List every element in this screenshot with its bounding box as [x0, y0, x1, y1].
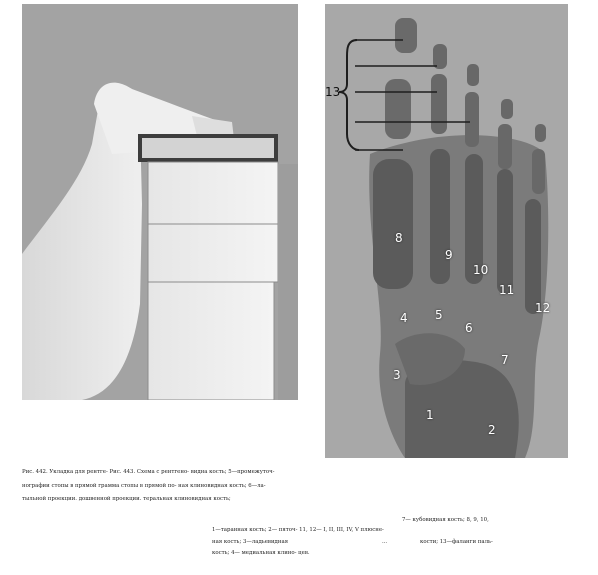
caption-line-6: ная кость; 3—ладьевидная [212, 539, 289, 545]
label-11: 11 [499, 283, 515, 297]
label-3: 3 [393, 368, 401, 382]
label-9: 9 [445, 248, 453, 262]
caption-line-7: кость; 4— медиальная клино- цев. [212, 550, 310, 556]
label-8: 8 [395, 231, 403, 245]
label-2: 2 [488, 423, 496, 437]
caption-line-6c: кости; 13—фаланги паль- [420, 539, 493, 545]
label-6: 6 [465, 321, 473, 335]
label-1: 1 [426, 408, 434, 422]
label-10: 10 [473, 263, 489, 277]
label-13: 13 [325, 85, 341, 99]
foot-xray-scheme [325, 4, 568, 458]
photo-illustration [22, 4, 298, 400]
label-4: 4 [400, 311, 408, 325]
caption-line-1: Рис. 442. Укладка для рентге- Рис. 443. Схема с рентгено- видна кость; 5—промежуточ- [22, 469, 275, 475]
caption-line-5: 1—таранная кость; 2— пяточ- 11, 12— I, II, III, IV, V плюсне- [212, 527, 384, 533]
caption-line-3: тыльной проекции. дошвенной проекции. теральная клиновидная кость; [22, 496, 231, 502]
caption-line-4: 7— кубовидная кость; 8, 9, 10, [402, 517, 489, 523]
label-7: 7 [501, 353, 509, 367]
label-12: 12 [535, 301, 551, 315]
caption-line-2: нографии стопы в прямой грамма стопы в прямой по- ная клиновидная кость; 6—ла- [22, 483, 266, 489]
xray-illustration [325, 4, 568, 458]
foot-positioning-photo [22, 4, 298, 400]
caption-line-6b: ... [382, 539, 388, 545]
label-5: 5 [435, 308, 443, 322]
